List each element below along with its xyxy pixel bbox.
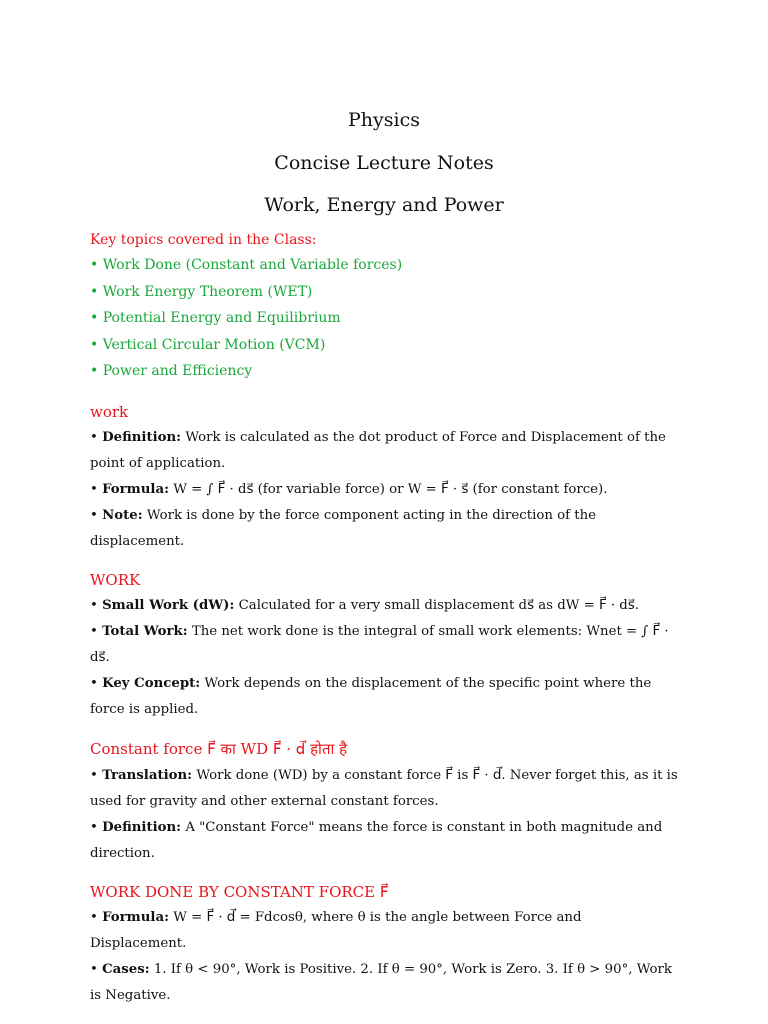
bullet: • Definition: Work is calculated as the dot product of Force and Displacement of the point of application. [90, 429, 666, 471]
bullet: • Formula: W = F⃗ · d⃗ = Fdcosθ, where θ is the angle between Force and Displacement. [90, 909, 582, 951]
topic-item: • Work Done (Constant and Variable forces) [90, 257, 403, 273]
section-heading: work [90, 402, 129, 421]
bullet-label: Note: [102, 507, 143, 523]
bullet: • Key Concept: Work depends on the displacement of the specific point where the force is applied. [90, 675, 652, 717]
bullet-text: Calculated for a very small displacement ds⃗ as dW = F⃗ · ds⃗. [234, 597, 639, 613]
bullet-label: Formula: [102, 481, 169, 497]
section-heading: WORK DONE BY CONSTANT FORCE F⃗ [90, 882, 389, 901]
bullet-text: The net work done is the integral of small work elements: Wnet = ∫ F⃗ · ds⃗. [90, 623, 669, 665]
section-heading: Constant force F⃗ का WD F⃗ · d⃗ होता है [90, 739, 348, 758]
bullet-label: Cases: [102, 961, 150, 977]
bullet-label: Definition: [102, 819, 182, 835]
subject-title: Physics [348, 109, 420, 131]
notes-content [90, 232, 680, 1009]
bullet: • Formula: W = ∫ F⃗ · ds⃗ (for variable force) or W = F⃗ · s⃗ (for constant force). [90, 481, 608, 497]
topic-item: • Power and Efficiency [90, 363, 253, 379]
bullet-text: W = F⃗ · d⃗ = Fdcosθ, where θ is the angle between Force and Displacement. [90, 909, 582, 951]
bullet-text: Work done (WD) by a constant force F⃗ is F⃗ · d⃗. Never forget this, as it is used for gravity and other external constant forces. [90, 767, 678, 809]
bullet: • Definition: A "Constant Force" means the force is constant in both magnitude and direction. [90, 819, 663, 861]
topic-item: • Vertical Circular Motion (VCM) [90, 336, 326, 353]
bullet: • Translation: Work done (WD) by a constant force F⃗ is F⃗ · d⃗. Never forget this, as it is used for gravity and other external constant forces. [90, 767, 678, 809]
bullet-label: Small Work (dW): [102, 597, 235, 613]
bullet-label: Definition: [102, 429, 182, 445]
bullet-label: Translation: [102, 767, 193, 783]
bullet: • Note: Work is done by the force component acting in the direction of the displacement. [90, 507, 597, 549]
bullet-text: Work is done by the force component acting in the direction of the displacement. [90, 507, 597, 549]
bullet: • Cases: 1. If θ < 90°, Work is Positive. 2. If θ = 90°, Work is Zero. 3. If θ > 90°, Work is Negative. [90, 961, 672, 1003]
section-heading: WORK [90, 570, 141, 589]
bullet-text: Work depends on the displacement of the specific point where the force is applied. [90, 675, 652, 717]
bullet-text: 1. If θ < 90°, Work is Positive. 2. If θ = 90°, Work is Zero. 3. If θ > 90°, Work is Negative. [90, 961, 672, 1003]
notes-title: Concise Lecture Notes [274, 152, 494, 174]
bullet-text: W = ∫ F⃗ · ds⃗ (for variable force) or W = F⃗ · s⃗ (for constant force). [168, 481, 608, 497]
bullet-text: A "Constant Force" means the force is constant in both magnitude and direction. [90, 819, 663, 861]
bullet-text: Work is calculated as the dot product of Force and Displacement of the point of application. [90, 429, 666, 471]
chapter-title: Work, Energy and Power [264, 194, 504, 216]
bullet-label: Total Work: [102, 623, 188, 639]
topic-item: • Potential Energy and Equilibrium [90, 310, 341, 326]
bullet: • Total Work: The net work done is the integral of small work elements: Wnet = ∫ F⃗ · ds⃗. [90, 623, 669, 665]
bullet: • Small Work (dW): Calculated for a very small displacement ds⃗ as dW = F⃗ · ds⃗. [90, 597, 639, 613]
topic-item: • Work Energy Theorem (WET) [90, 283, 313, 300]
bullet-label: Key Concept: [102, 675, 201, 691]
bullet-label: Formula: [102, 909, 169, 925]
topics-heading: Key topics covered in the Class: [90, 232, 317, 248]
